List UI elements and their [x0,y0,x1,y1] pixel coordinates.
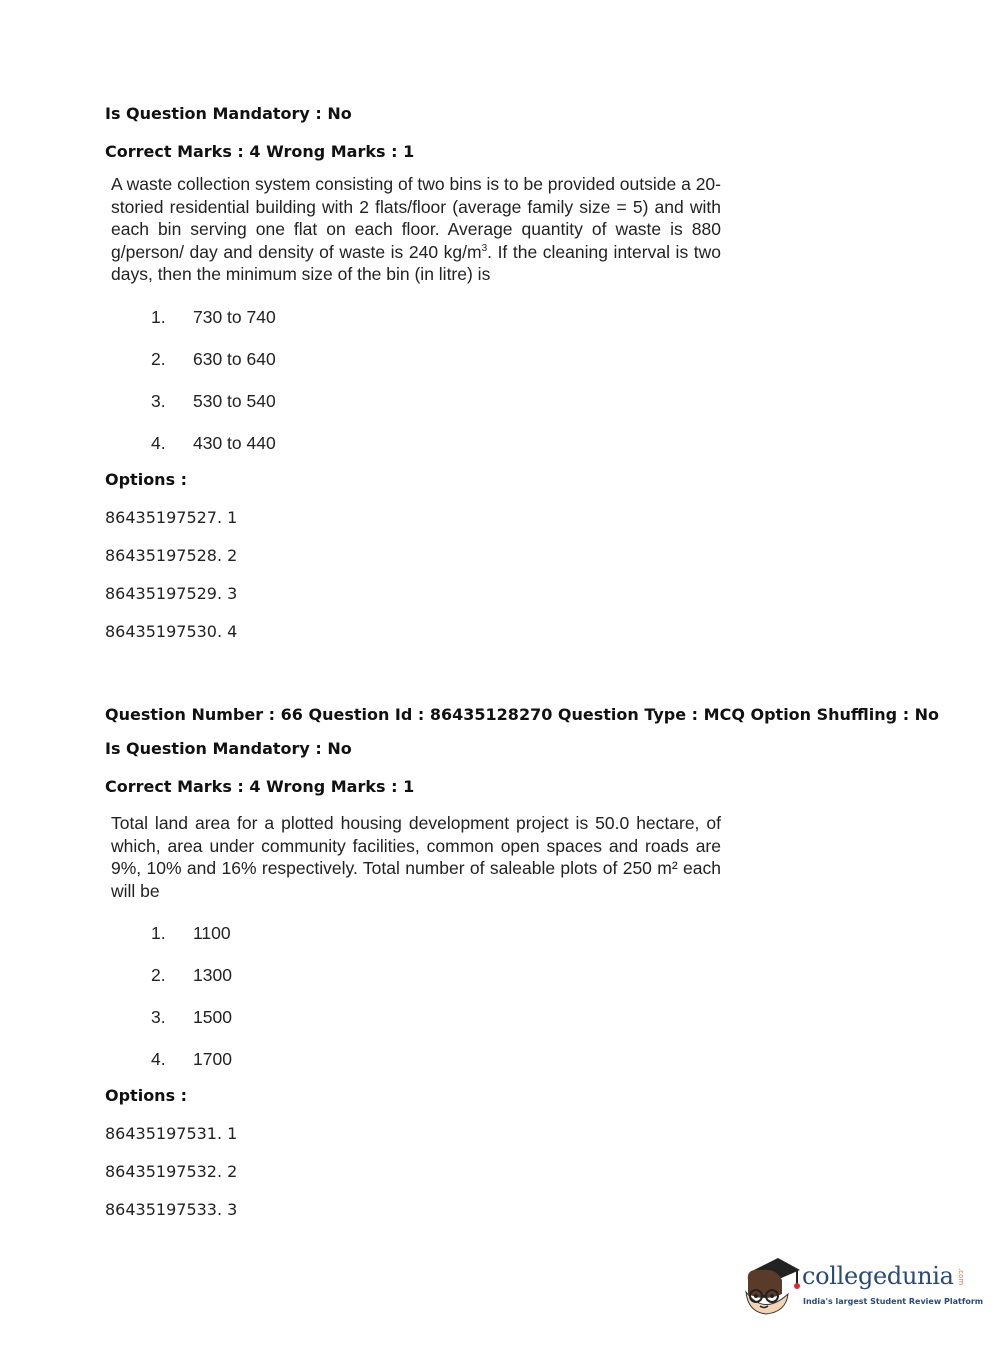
option-id: 86435197527. 1 [105,508,238,527]
brand-domain: .com [957,1268,965,1286]
mandatory-line: Is Question Mandatory : No [105,104,352,123]
collegedunia-logo-icon [742,1250,802,1320]
choice-item: 1. 1100 [151,923,231,943]
choice-item: 3. 530 to 540 [151,391,276,411]
options-heading: Options : [105,1086,188,1105]
brand-tagline: India's largest Student Review Platform [803,1297,984,1306]
option-id: 86435197532. 2 [105,1162,238,1181]
options-heading: Options : [105,470,188,489]
choice-item: 4. 1700 [151,1049,232,1069]
option-id: 86435197528. 2 [105,546,238,565]
question-header: Question Number : 66 Question Id : 86435128270 Question Type : MCQ Option Shuffling : No [105,705,940,724]
option-id: 86435197531. 1 [105,1124,238,1143]
option-id: 86435197530. 4 [105,622,238,641]
question-text: Total land area for a plotted housing development project is 50.0 hectare, of which, area under community facilities, common open spaces and roads are 9%, 10% and 16% respectively. Total number of saleable plots of 250 m² each will be [111,813,721,901]
choice-item: 2. 1300 [151,965,232,985]
marks-line: Correct Marks : 4 Wrong Marks : 1 [105,777,415,796]
marks-line: Correct Marks : 4 Wrong Marks : 1 [105,142,415,161]
question-text: A waste collection system consisting of two bins is to be provided outside a 20-storied residential building with 2 flats/floor (average family size = 5) and with each bin serving one flat on each floor. Average quantity of waste is 880 g/person/ day and density of waste is 240 $kg/m^3$. If the cleaning interval is two days, then the minimum size of the bin (in litre) is [111,174,722,285]
choice-item: 4. 430 to 440 [151,433,276,453]
mandatory-line: Is Question Mandatory : No [105,739,352,758]
option-id: 86435197529. 3 [105,584,238,603]
choice-item: 2. 630 to 640 [151,349,276,369]
choice-item: 1. 730 to 740 [151,307,276,327]
brand-name: collegedunia [802,1262,954,1290]
choice-item: 3. 1500 [151,1007,232,1027]
option-id: 86435197533. 3 [105,1200,238,1219]
